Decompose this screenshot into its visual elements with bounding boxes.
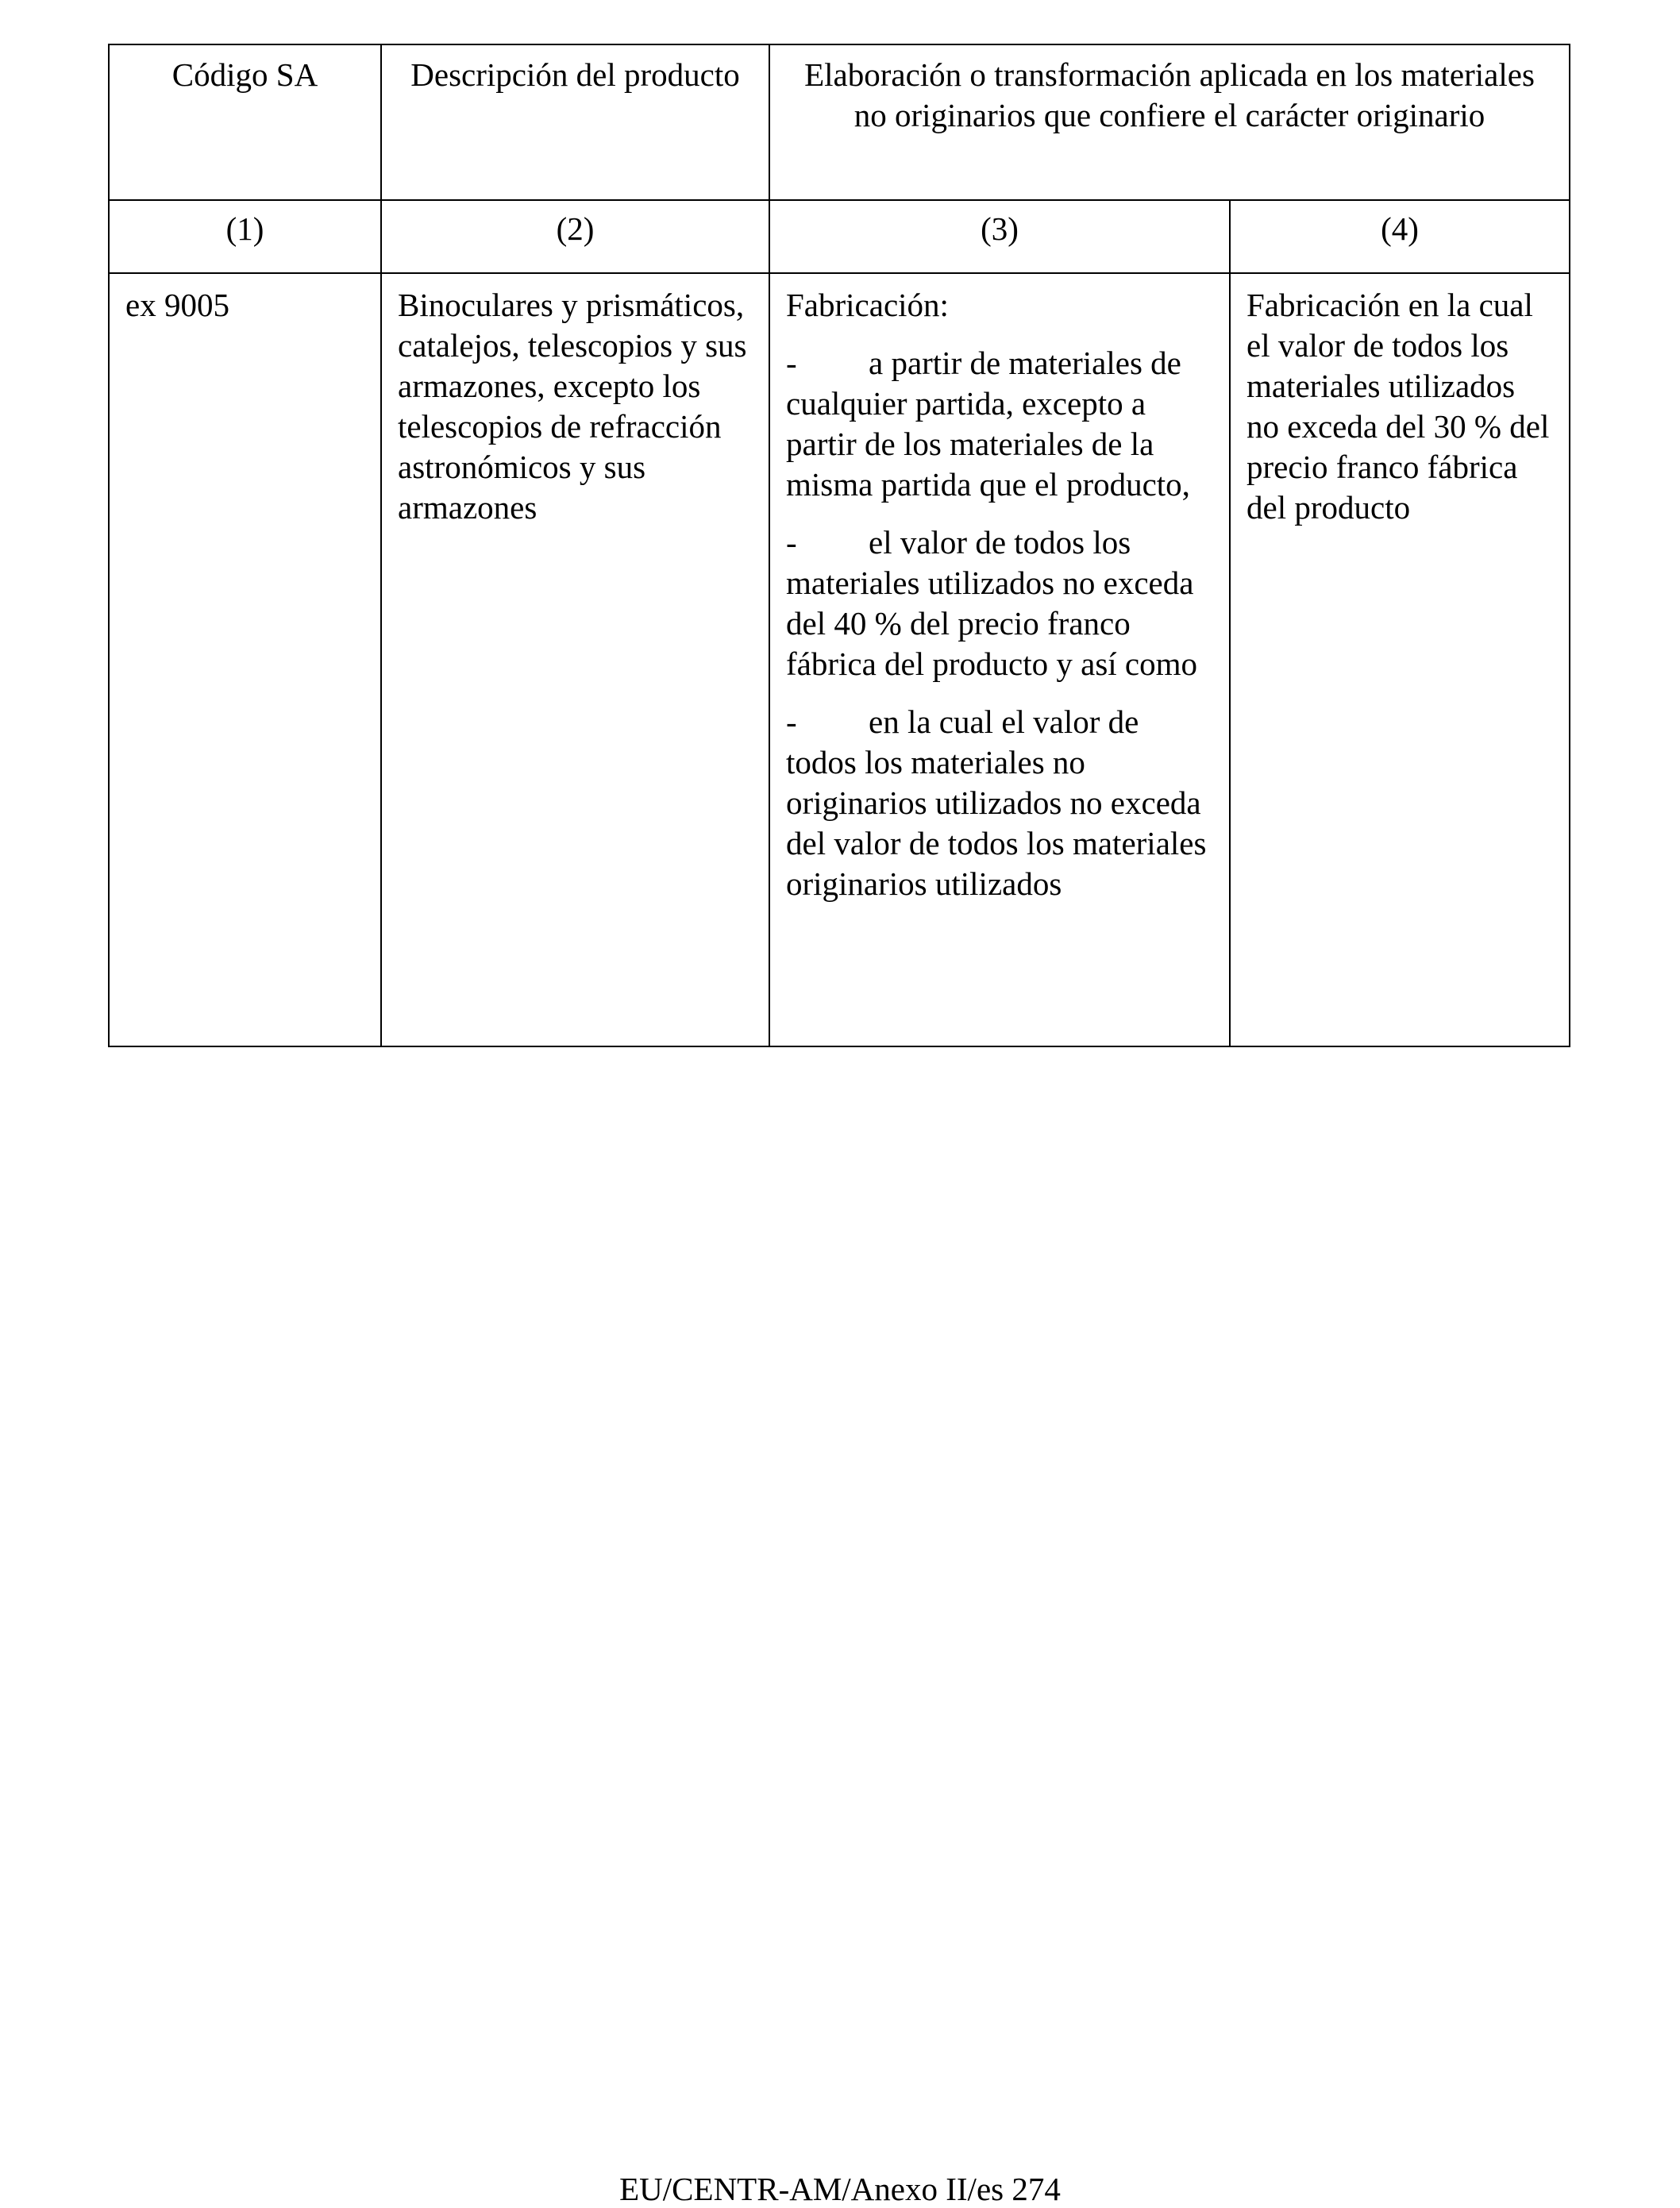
header-hs-code: Código SA [109, 44, 381, 200]
column-number-4: (4) [1230, 200, 1570, 273]
rule-item-dash: - [786, 703, 797, 740]
rule-item-text: en la cual el valor de todos los materiales no originarios utilizados no exceda del valor de todos los materiales originarios utilizados [786, 703, 1207, 902]
column-number-2: (2) [381, 200, 769, 273]
rule-intro: Fabricación: [786, 287, 949, 323]
product-description-cell: Binoculares y prismáticos, catalejos, telescopios y sus armazones, excepto los telescopios de refracción astronómicos y sus armazones [381, 273, 769, 1046]
column-number-1: (1) [109, 200, 381, 273]
header-product-description: Descripción del producto [381, 44, 769, 200]
rule-item-dash: - [786, 524, 797, 561]
processing-rule-cell [769, 273, 1230, 1046]
rule-item [786, 702, 1213, 904]
rule-item [786, 343, 1213, 505]
rule-item [786, 522, 1213, 684]
rule-item-text: el valor de todos los materiales utilizados no exceda del 40 % del precio franco fábrica del producto y así como [786, 524, 1198, 682]
rule-item-text: a partir de materiales de cualquier partida, excepto a partir de los materiales de la misma partida que el producto, [786, 345, 1190, 503]
rules-of-origin-table [108, 44, 1570, 1047]
header-working-processing: Elaboración o transformación aplicada en los materiales no originarios que confiere el carácter originario [769, 44, 1570, 200]
column-number-3: (3) [769, 200, 1230, 273]
header-row [109, 44, 1570, 200]
page-footer: EU/CENTR-AM/Anexo II/es 274 [619, 2171, 1061, 2207]
alternative-rule-cell: Fabricación en la cual el valor de todos los materiales utilizados no exceda del 30 % del precio franco fábrica del producto [1230, 273, 1570, 1046]
column-number-row [109, 200, 1570, 273]
table-row [109, 273, 1570, 1046]
hs-code-cell: ex 9005 [109, 273, 381, 1046]
rule-item-dash: - [786, 345, 797, 381]
